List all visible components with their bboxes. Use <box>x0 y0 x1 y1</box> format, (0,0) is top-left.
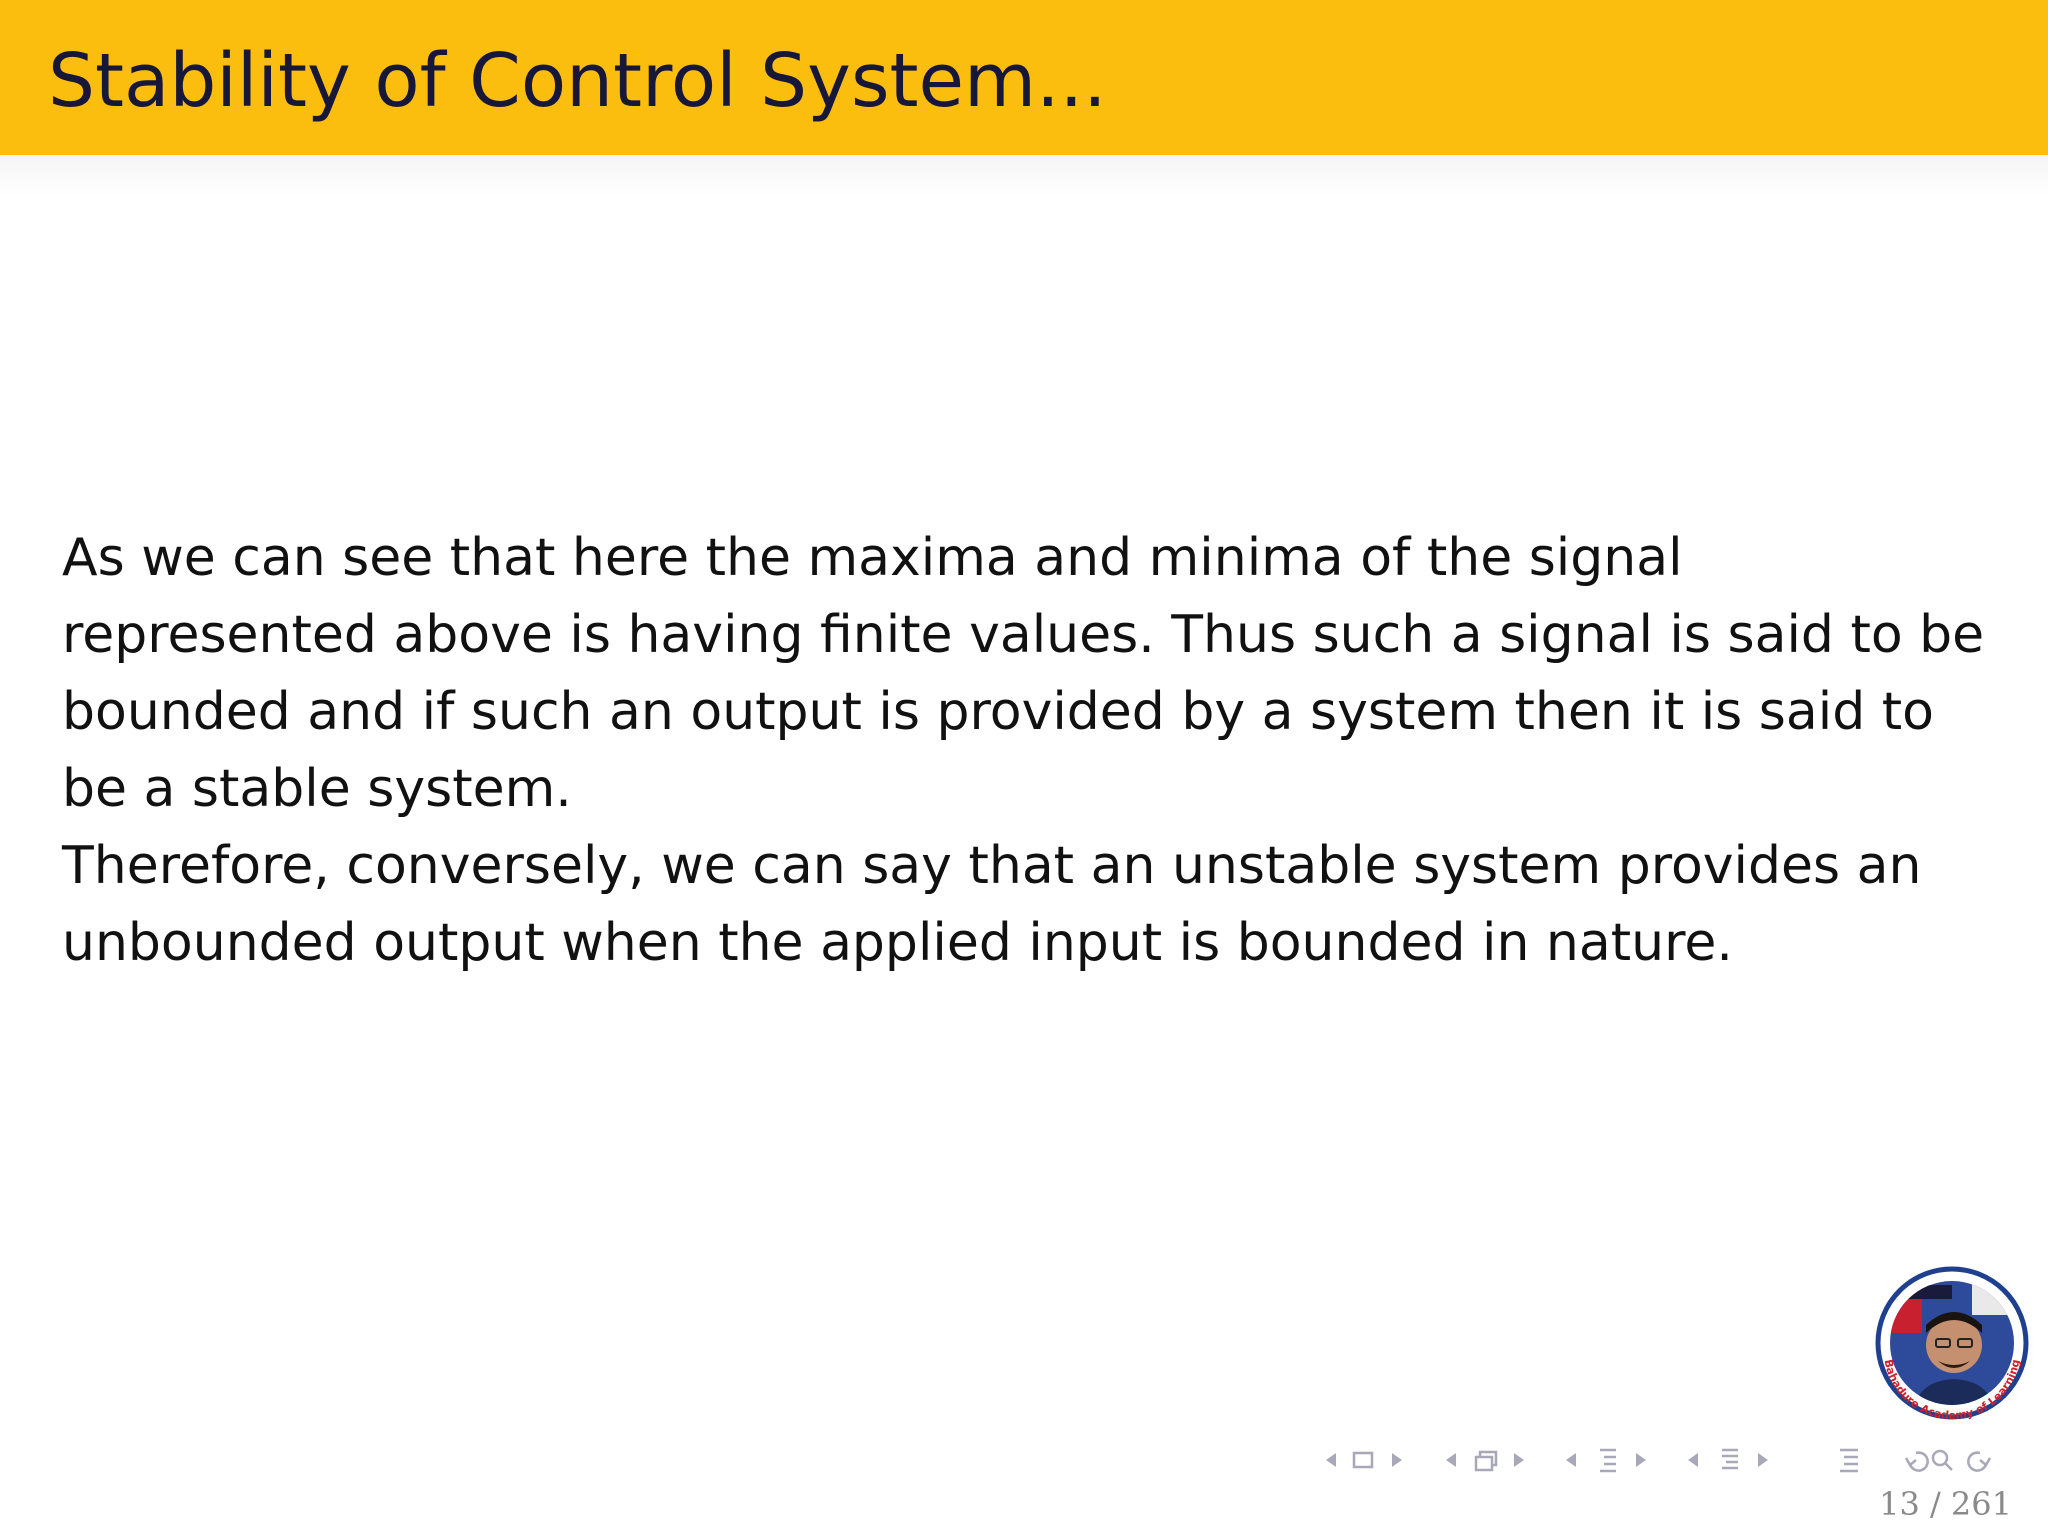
navigation-bar <box>1310 1440 2040 1480</box>
paragraph-2: Therefore, conversely, we can say that an unstable system provides an unbounded output when the applied input is bounded in nature. <box>62 836 1922 973</box>
slide-title: Stability of Control System... <box>48 38 1107 124</box>
prev-subsection-icon[interactable] <box>1446 1453 1456 1467</box>
next-subsection-icon[interactable] <box>1514 1453 1524 1467</box>
page-number: 13 / 261 <box>1879 1485 2012 1523</box>
document-icon[interactable] <box>1722 1450 1738 1468</box>
prev-frame-icon[interactable] <box>1326 1453 1336 1467</box>
prev-section-icon[interactable] <box>1566 1453 1576 1467</box>
logo-arc-text: Bahadure Academy of Learning <box>1881 1358 2023 1423</box>
forward-icon[interactable] <box>1968 1453 1990 1471</box>
frame-icon[interactable] <box>1354 1453 1372 1467</box>
section-icon[interactable] <box>1600 1450 1616 1471</box>
back-icon[interactable] <box>1906 1453 1928 1471</box>
subsection-icon[interactable] <box>1476 1452 1496 1470</box>
prev-document-icon[interactable] <box>1688 1453 1698 1467</box>
search-icon[interactable] <box>1933 1451 1952 1470</box>
presenter-logo <box>1872 1263 2032 1423</box>
title-shadow <box>0 155 2048 195</box>
next-frame-icon[interactable] <box>1392 1453 1402 1467</box>
menu-icon[interactable] <box>1840 1450 1858 1471</box>
slide-body <box>62 520 2012 982</box>
title-bar <box>0 0 2048 155</box>
next-document-icon[interactable] <box>1758 1453 1768 1467</box>
next-section-icon[interactable] <box>1636 1453 1646 1467</box>
paragraph-1: As we can see that here the maxima and minima of the signal represented above is having finite values. Thus such a signal is said to be bounded and if such an output is provided by a system then it is said to be a stable system. <box>62 528 1985 819</box>
